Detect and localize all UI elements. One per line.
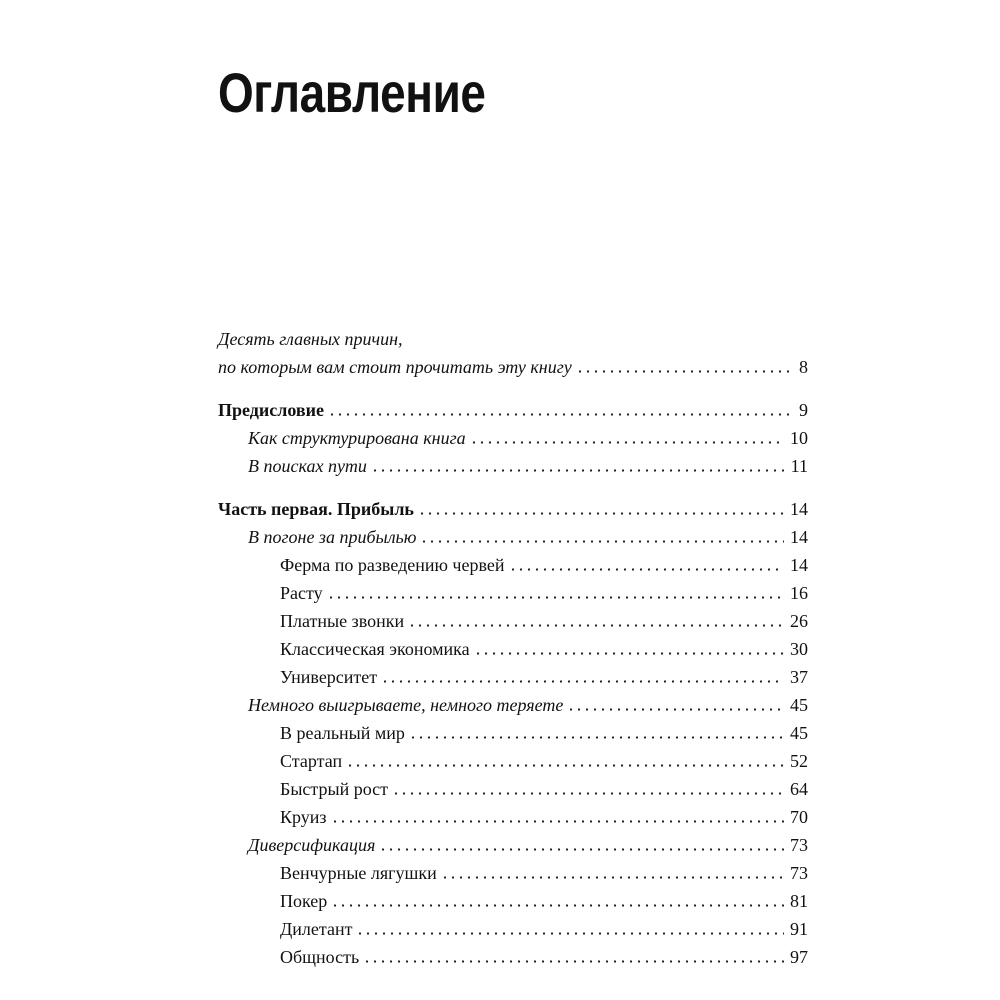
dot-leader	[567, 708, 784, 711]
toc-section[interactable]	[218, 632, 808, 660]
toc-page-number: 14	[790, 499, 808, 519]
toc-entry-label: Расту	[280, 583, 323, 603]
toc-page-number: 70	[790, 807, 808, 827]
toc-entry-label: Немного выигрываете, немного теряете	[248, 695, 564, 715]
toc-part-1[interactable]	[218, 492, 808, 520]
toc-entry-label: Десять главных причин,	[218, 329, 403, 349]
toc-page-number: 45	[790, 695, 808, 715]
dot-leader	[470, 441, 784, 444]
toc-entry-label: Дилетант	[280, 919, 353, 939]
toc-entry-label: Круиз	[280, 807, 327, 827]
dot-leader	[356, 932, 784, 935]
toc-section[interactable]	[218, 576, 808, 604]
dot-leader	[576, 370, 793, 373]
toc-entry-label: В поисках пути	[248, 456, 367, 476]
toc-section[interactable]	[218, 716, 808, 744]
dot-leader	[418, 512, 784, 515]
page-title: Оглавление	[218, 61, 486, 124]
dot-leader	[509, 568, 785, 571]
dot-leader	[441, 876, 784, 879]
dot-leader	[408, 624, 784, 627]
toc-entry-label: Часть первая. Прибыль	[218, 499, 414, 519]
toc-page-number: 16	[790, 583, 808, 603]
toc-page-number: 73	[790, 863, 808, 883]
dot-leader	[420, 540, 784, 543]
toc-page-number: 9	[799, 400, 808, 420]
toc-entry-label: Венчурные лягушки	[280, 863, 437, 883]
toc-section[interactable]	[218, 800, 808, 828]
dot-leader	[328, 413, 793, 416]
toc-entry-label: Общность	[280, 947, 360, 967]
section-gap	[218, 378, 808, 393]
toc-intro-line-2[interactable]	[218, 350, 808, 378]
toc-entry-label: Предисловие	[218, 400, 324, 420]
toc-page-number: 26	[790, 611, 808, 631]
toc-preface-item[interactable]	[218, 449, 808, 477]
toc-entry-label: Ферма по разведению червей	[280, 555, 505, 575]
dot-leader	[331, 820, 784, 823]
toc-intro-line-1[interactable]	[218, 322, 808, 350]
toc-preface-item[interactable]	[218, 421, 808, 449]
dot-leader	[331, 904, 784, 907]
toc-entry-label: Платные звонки	[280, 611, 405, 631]
toc-page-number: 30	[790, 639, 808, 659]
toc-section[interactable]	[218, 856, 808, 884]
dot-leader	[371, 469, 785, 472]
toc-entry-label: Диверсификация	[248, 835, 376, 855]
toc-section[interactable]	[218, 548, 808, 576]
toc-page-number: 97	[790, 947, 808, 967]
toc-page-number: 8	[799, 357, 808, 377]
toc-section[interactable]	[218, 940, 808, 968]
toc-page-number: 37	[790, 667, 808, 687]
section-gap	[218, 477, 808, 492]
toc-entry-label: Быстрый рост	[280, 779, 389, 799]
toc-entry-label: Классическая экономика	[280, 639, 470, 659]
toc-entry-label: Покер	[280, 891, 328, 911]
dot-leader	[474, 652, 784, 655]
toc-section[interactable]	[218, 604, 808, 632]
toc-chapter[interactable]	[218, 688, 808, 716]
toc-preface[interactable]	[218, 393, 808, 421]
toc-chapter[interactable]	[218, 520, 808, 548]
toc-page-number: 52	[790, 751, 808, 771]
dot-leader	[327, 596, 784, 599]
toc-page-number: 81	[790, 891, 808, 911]
toc-entry-label: по которым вам стоит прочитать эту книгу	[218, 357, 572, 377]
dot-leader	[379, 848, 784, 851]
toc-page-number: 45	[790, 723, 808, 743]
toc-page-number: 73	[790, 835, 808, 855]
toc-page-number: 14	[790, 555, 808, 575]
toc-page-number: 11	[790, 456, 808, 476]
dot-leader	[392, 792, 784, 795]
toc-page-number: 64	[790, 779, 808, 799]
table-of-contents	[218, 322, 808, 968]
toc-entry-label: В реальный мир	[280, 723, 405, 743]
dot-leader	[409, 736, 784, 739]
toc-entry-label: В погоне за прибылью	[248, 527, 417, 547]
toc-section[interactable]	[218, 772, 808, 800]
toc-page-number: 10	[790, 428, 808, 448]
toc-section[interactable]	[218, 744, 808, 772]
toc-section[interactable]	[218, 912, 808, 940]
toc-section[interactable]	[218, 884, 808, 912]
toc-entry-label: Как структурирована книга	[248, 428, 466, 448]
toc-page-number: 14	[790, 527, 808, 547]
toc-chapter[interactable]	[218, 828, 808, 856]
toc-page-number: 91	[790, 919, 808, 939]
toc-section[interactable]	[218, 660, 808, 688]
dot-leader	[346, 764, 784, 767]
dot-leader	[363, 960, 784, 963]
toc-entry-label: Стартап	[280, 751, 343, 771]
toc-entry-label: Университет	[280, 667, 378, 687]
dot-leader	[381, 680, 784, 683]
